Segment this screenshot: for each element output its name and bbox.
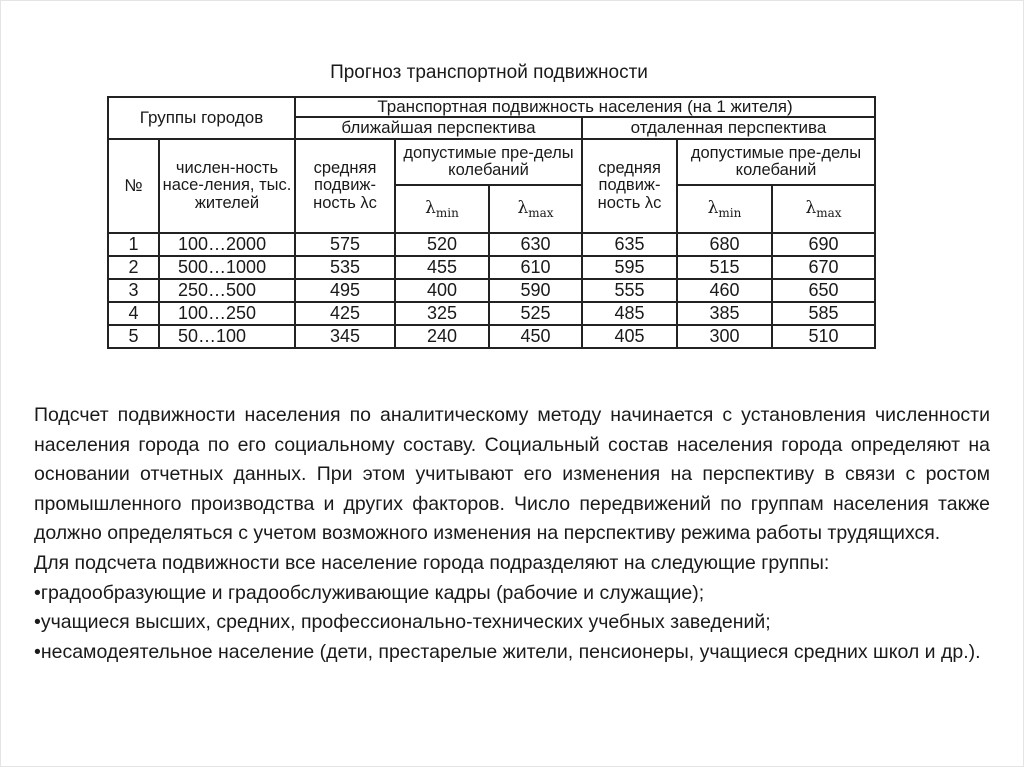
cell-far-average: 405	[582, 325, 677, 348]
cell-far-max: 510	[772, 325, 875, 348]
cell-near-max: 525	[489, 302, 582, 325]
cell-near-average: 425	[295, 302, 395, 325]
cell-far-min: 680	[677, 233, 772, 256]
table-row	[108, 256, 875, 279]
header-near-term: ближайшая перспектива	[295, 117, 582, 139]
cell-number: 2	[108, 256, 159, 279]
header-far-allowed-range: допустимые пре-делы колебаний	[677, 139, 875, 185]
cell-number: 4	[108, 302, 159, 325]
header-near-average: средняя подвиж-ность λс	[295, 139, 395, 233]
cell-near-average: 495	[295, 279, 395, 302]
cell-near-average: 345	[295, 325, 395, 348]
table-row	[108, 325, 875, 348]
cell-near-average: 535	[295, 256, 395, 279]
lambda-subscript: min	[718, 205, 742, 220]
header-number-sign: №	[108, 139, 159, 233]
bullet-item: •несамодеятельное население (дети, престарелые жители, пенсионеры, учащиеся средних школ и др.).	[34, 640, 981, 663]
header-population: числен-ность насе-ления, тыс. жителей	[159, 139, 295, 233]
cell-population: 500…1000	[159, 256, 295, 279]
lambda-min-label: $\lambda_{min}$	[425, 197, 459, 220]
cell-far-average: 595	[582, 256, 677, 279]
header-near-allowed-range: допустимые пре-делы колебаний	[395, 139, 582, 185]
cell-far-max: 650	[772, 279, 875, 302]
cell-number: 1	[108, 233, 159, 256]
bullet-item: •градообразующие и градообслуживающие кадры (рабочие и служащие);	[34, 581, 705, 604]
lambda-max-label: $\lambda_{max}$	[805, 197, 842, 220]
groups-intro: Для подсчета подвижности все население города подразделяют на следующие группы:	[34, 551, 830, 574]
cell-far-average: 555	[582, 279, 677, 302]
cell-far-max: 670	[772, 256, 875, 279]
cell-far-min: 300	[677, 325, 772, 348]
cell-population: 250…500	[159, 279, 295, 302]
cell-far-max: 690	[772, 233, 875, 256]
lambda-max-label: $\lambda_{max}$	[517, 197, 554, 220]
cell-number: 5	[108, 325, 159, 348]
bullet-item: •учащиеся высших, средних, профессионально-технических учебных заведений;	[34, 611, 771, 634]
cell-number: 3	[108, 279, 159, 302]
cell-near-max: 610	[489, 256, 582, 279]
header-mobility: Транспортная подвижность населения (на 1 жителя)	[295, 97, 875, 117]
cell-near-average: 575	[295, 233, 395, 256]
lambda-subscript: max	[816, 205, 842, 220]
cell-near-min: 240	[395, 325, 489, 348]
header-far-average: средняя подвиж-ность λс	[582, 139, 677, 233]
table-row	[108, 279, 875, 302]
cell-far-average: 635	[582, 233, 677, 256]
header-near-lambda-max	[489, 185, 582, 233]
cell-population: 50…100	[159, 325, 295, 348]
header-far-term: отдаленная перспектива	[582, 117, 875, 139]
cell-near-min: 520	[395, 233, 489, 256]
header-groups-of-cities: Группы городов	[108, 97, 295, 139]
body-paragraph: Подсчет подвижности населения по аналитическому методу начинается с установления численности населения города по его социальному составу. Социальный состав населения города определяют на основании отчетных данных. При этом учитывают его изменения на перспективу в связи с ростом промышленного производства и других факторов. Число передвижений по группам населения также должно определяться с учетом возможного изменения на перспективу режима работы трудящихся.	[34, 404, 990, 545]
cell-far-min: 460	[677, 279, 772, 302]
cell-near-max: 630	[489, 233, 582, 256]
cell-far-average: 485	[582, 302, 677, 325]
cell-far-min: 385	[677, 302, 772, 325]
cell-far-max: 585	[772, 302, 875, 325]
table-row	[108, 302, 875, 325]
header-far-lambda-min	[677, 185, 772, 233]
lambda-subscript: min	[435, 205, 459, 220]
table-title: Прогноз транспортной подвижности	[330, 62, 648, 83]
cell-population: 100…2000	[159, 233, 295, 256]
body-text	[34, 401, 990, 667]
cell-near-min: 455	[395, 256, 489, 279]
lambda-subscript: max	[528, 205, 554, 220]
header-near-lambda-min	[395, 185, 489, 233]
cell-near-min: 400	[395, 279, 489, 302]
header-far-lambda-max	[772, 185, 875, 233]
cell-near-max: 450	[489, 325, 582, 348]
cell-near-min: 325	[395, 302, 489, 325]
mobility-forecast-table	[107, 96, 876, 349]
cell-population: 100…250	[159, 302, 295, 325]
table-row	[108, 233, 875, 256]
cell-near-max: 590	[489, 279, 582, 302]
lambda-min-label: $\lambda_{min}$	[707, 197, 742, 220]
cell-far-min: 515	[677, 256, 772, 279]
